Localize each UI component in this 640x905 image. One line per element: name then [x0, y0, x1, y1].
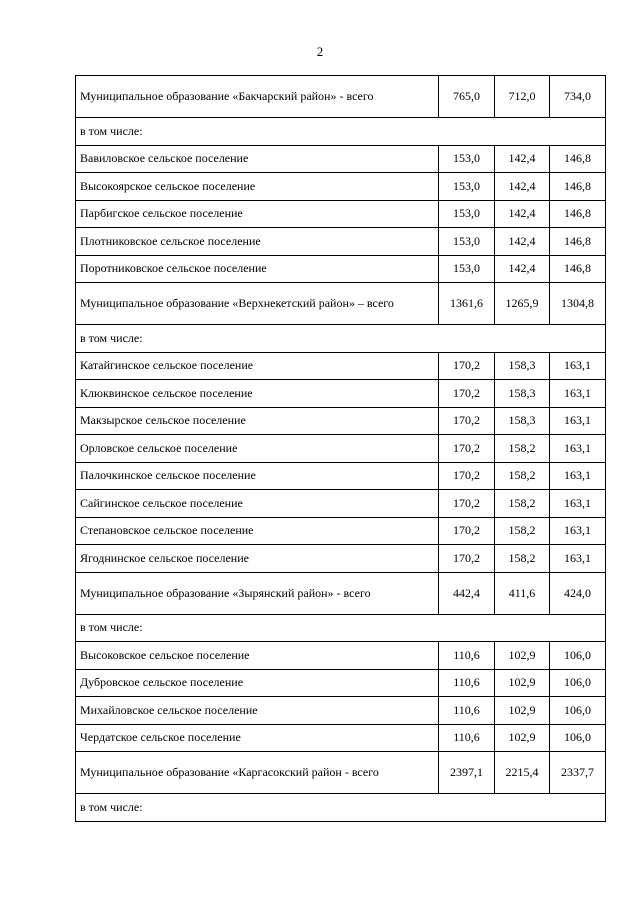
- settlement-name: Высокоярское сельское поселение: [76, 173, 439, 201]
- value-cell-2: 158,3: [495, 380, 550, 408]
- settlement-row: [76, 490, 606, 518]
- value-cell-3: 146,8: [550, 200, 606, 228]
- district-total-row: [76, 572, 606, 614]
- value-cell-2: 158,3: [495, 407, 550, 435]
- district-total-row: [76, 752, 606, 794]
- value-cell-2: 712,0: [495, 76, 550, 118]
- settlement-name: Плотниковское сельское поселение: [76, 228, 439, 256]
- value-cell-1: 1361,6: [439, 283, 495, 325]
- settlement-name: Ягоднинское сельское поселение: [76, 545, 439, 573]
- value-cell-3: 163,1: [550, 380, 606, 408]
- value-cell-2: 158,2: [495, 490, 550, 518]
- value-cell-2: 1265,9: [495, 283, 550, 325]
- value-cell-3: 424,0: [550, 572, 606, 614]
- value-cell-3: 163,1: [550, 407, 606, 435]
- value-cell-3: 106,0: [550, 697, 606, 725]
- district-name: Муниципальное образование «Зырянский район» - всего: [76, 572, 439, 614]
- value-cell-2: 142,4: [495, 173, 550, 201]
- settlement-row: [76, 642, 606, 670]
- value-cell-3: 734,0: [550, 76, 606, 118]
- settlement-row: [76, 697, 606, 725]
- value-cell-1: 110,6: [439, 724, 495, 752]
- settlement-name: Катайгинское сельское поселение: [76, 352, 439, 380]
- value-cell-1: 153,0: [439, 173, 495, 201]
- settlement-row: [76, 407, 606, 435]
- value-cell-3: 146,8: [550, 228, 606, 256]
- value-cell-1: 442,4: [439, 572, 495, 614]
- value-cell-1: 153,0: [439, 200, 495, 228]
- value-cell-3: 2337,7: [550, 752, 606, 794]
- settlement-name: Палочкинское сельское поселение: [76, 462, 439, 490]
- settlement-name: Вавиловское сельское поселение: [76, 145, 439, 173]
- value-cell-1: 170,2: [439, 490, 495, 518]
- value-cell-2: 102,9: [495, 724, 550, 752]
- settlement-name: Поротниковское сельское поселение: [76, 255, 439, 283]
- value-cell-1: 153,0: [439, 255, 495, 283]
- settlement-name: Высоковское сельское поселение: [76, 642, 439, 670]
- settlement-name: Парбигское сельское поселение: [76, 200, 439, 228]
- settlement-row: [76, 200, 606, 228]
- value-cell-3: 146,8: [550, 173, 606, 201]
- settlement-name: Степановское сельское поселение: [76, 517, 439, 545]
- value-cell-3: 1304,8: [550, 283, 606, 325]
- subheader-row: [76, 118, 606, 146]
- value-cell-3: 163,1: [550, 462, 606, 490]
- subheader-row: [76, 614, 606, 642]
- value-cell-2: 102,9: [495, 697, 550, 725]
- value-cell-1: 170,2: [439, 380, 495, 408]
- settlement-row: [76, 173, 606, 201]
- value-cell-1: 170,2: [439, 407, 495, 435]
- subheader-label: в том числе:: [76, 614, 606, 642]
- page-number: 2: [316, 44, 324, 59]
- value-cell-3: 163,1: [550, 435, 606, 463]
- district-name: Муниципальное образование «Каргасокский район - всего: [76, 752, 439, 794]
- district-total-row: [76, 283, 606, 325]
- value-cell-3: 146,8: [550, 255, 606, 283]
- subheader-row: [76, 794, 606, 822]
- value-cell-2: 142,4: [495, 145, 550, 173]
- value-cell-1: 2397,1: [439, 752, 495, 794]
- value-cell-3: 146,8: [550, 145, 606, 173]
- value-cell-1: 110,6: [439, 642, 495, 670]
- subheader-label: в том числе:: [76, 118, 606, 146]
- budget-table: [75, 75, 606, 822]
- value-cell-3: 163,1: [550, 545, 606, 573]
- value-cell-2: 2215,4: [495, 752, 550, 794]
- table-body: [76, 76, 606, 822]
- value-cell-1: 170,2: [439, 435, 495, 463]
- settlement-row: [76, 255, 606, 283]
- value-cell-1: 170,2: [439, 352, 495, 380]
- settlement-row: [76, 380, 606, 408]
- subheader-label: в том числе:: [76, 794, 606, 822]
- value-cell-1: 170,2: [439, 462, 495, 490]
- settlement-row: [76, 435, 606, 463]
- value-cell-3: 106,0: [550, 669, 606, 697]
- settlement-row: [76, 352, 606, 380]
- value-cell-2: 158,2: [495, 462, 550, 490]
- value-cell-2: 158,2: [495, 435, 550, 463]
- value-cell-2: 142,4: [495, 200, 550, 228]
- value-cell-3: 106,0: [550, 724, 606, 752]
- district-total-row: [76, 76, 606, 118]
- district-name: Муниципальное образование «Бакчарский район» - всего: [76, 76, 439, 118]
- value-cell-2: 142,4: [495, 255, 550, 283]
- district-name: Муниципальное образование «Верхнекетский район» – всего: [76, 283, 439, 325]
- value-cell-1: 153,0: [439, 145, 495, 173]
- settlement-name: Клюквинское сельское поселение: [76, 380, 439, 408]
- value-cell-2: 102,9: [495, 669, 550, 697]
- value-cell-3: 106,0: [550, 642, 606, 670]
- value-cell-2: 411,6: [495, 572, 550, 614]
- settlement-row: [76, 145, 606, 173]
- value-cell-1: 170,2: [439, 545, 495, 573]
- settlement-name: Макзырское сельское поселение: [76, 407, 439, 435]
- settlement-row: [76, 517, 606, 545]
- subheader-row: [76, 325, 606, 353]
- settlement-name: Михайловское сельское поселение: [76, 697, 439, 725]
- settlement-name: Сайгинское сельское поселение: [76, 490, 439, 518]
- settlement-row: [76, 228, 606, 256]
- value-cell-2: 158,2: [495, 517, 550, 545]
- value-cell-1: 153,0: [439, 228, 495, 256]
- value-cell-2: 142,4: [495, 228, 550, 256]
- value-cell-1: 170,2: [439, 517, 495, 545]
- value-cell-1: 110,6: [439, 669, 495, 697]
- value-cell-2: 102,9: [495, 642, 550, 670]
- settlement-name: Орловское сельское поселение: [76, 435, 439, 463]
- value-cell-2: 158,3: [495, 352, 550, 380]
- settlement-row: [76, 545, 606, 573]
- settlement-row: [76, 669, 606, 697]
- value-cell-1: 110,6: [439, 697, 495, 725]
- settlement-row: [76, 462, 606, 490]
- value-cell-3: 163,1: [550, 352, 606, 380]
- settlement-name: Дубровское сельское поселение: [76, 669, 439, 697]
- value-cell-1: 765,0: [439, 76, 495, 118]
- settlement-row: [76, 724, 606, 752]
- subheader-label: в том числе:: [76, 325, 606, 353]
- value-cell-2: 158,2: [495, 545, 550, 573]
- value-cell-3: 163,1: [550, 490, 606, 518]
- value-cell-3: 163,1: [550, 517, 606, 545]
- settlement-name: Чердатское сельское поселение: [76, 724, 439, 752]
